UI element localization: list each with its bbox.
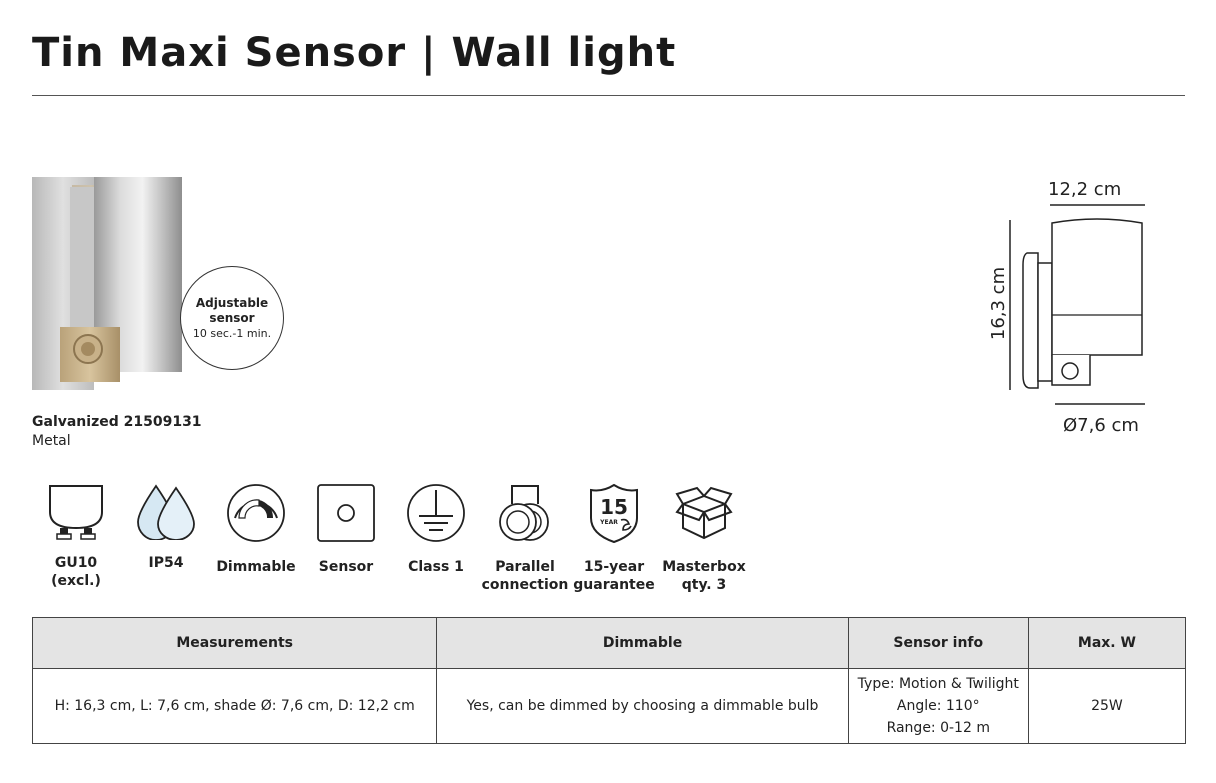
sensor-angle: Angle: 110° <box>896 698 980 714</box>
feature-label: Dimmable <box>216 559 296 575</box>
badge-line-1: Adjustable <box>195 295 269 310</box>
diameter-label: Ø7,6 cm <box>1063 415 1139 436</box>
sensor-type: Type: Motion & Twilight <box>857 676 1019 692</box>
sensor-range: Range: 0-12 m <box>886 720 990 736</box>
water-drops-icon <box>134 482 198 540</box>
cell-dimmable: Yes, can be dimmed by choosing a dimmable bulb <box>437 669 848 744</box>
table-header-row <box>33 618 1186 669</box>
feature-sensor <box>301 482 391 576</box>
dimmer-icon <box>225 482 287 544</box>
spec-table <box>32 617 1186 744</box>
dimension-drawing <box>980 175 1180 440</box>
height-label: 16,3 cm <box>988 266 1010 341</box>
guarantee-number: 15 <box>600 495 628 519</box>
feature-label: Class 1 <box>408 559 464 575</box>
feature-dimmable <box>211 482 301 576</box>
feature-label: Parallel <box>495 559 555 575</box>
cell-measurements: H: 16,3 cm, L: 7,6 cm, shade Ø: 7,6 cm, D: 12,2 cm <box>33 669 437 744</box>
cell-max-w: 25W <box>1028 669 1185 744</box>
title-divider <box>32 95 1185 96</box>
feature-label: Sensor <box>318 559 374 575</box>
feature-ip54 <box>121 482 211 572</box>
feature-sublabel: (excl.) <box>51 573 101 589</box>
feature-sublabel: qty. 3 <box>681 577 727 593</box>
feature-sublabel: guarantee <box>573 577 655 593</box>
feature-label: 15-year <box>583 559 645 575</box>
cell-sensor-info <box>848 669 1028 744</box>
variant-name: Galvanized 21509131 <box>32 414 202 430</box>
feature-label: Masterbox <box>662 559 746 575</box>
adjustable-sensor-badge <box>180 266 284 370</box>
guarantee-word: YEAR <box>600 519 618 526</box>
sensor-icon <box>315 482 377 544</box>
feature-label: IP54 <box>148 555 184 571</box>
ground-icon <box>405 482 467 544</box>
box-icon <box>673 482 735 544</box>
variant-info <box>32 413 202 451</box>
badge-line-2: sensor <box>209 310 255 325</box>
product-photo <box>32 177 182 392</box>
width-label: 12,2 cm <box>1048 179 1122 200</box>
feature-guarantee <box>569 482 659 594</box>
header-sensor-info: Sensor info <box>848 618 1028 669</box>
header-dimmable: Dimmable <box>437 618 848 669</box>
feature-label: GU10 <box>54 555 98 571</box>
page-title: Tin Maxi Sensor | Wall light <box>32 30 677 76</box>
feature-parallel-connection <box>480 482 570 594</box>
guarantee-shield-icon <box>583 482 645 544</box>
table-row <box>33 669 1186 744</box>
feature-gu10 <box>31 482 121 590</box>
badge-line-3: 10 sec.-1 min. <box>192 326 272 340</box>
feature-class1 <box>391 482 481 576</box>
feature-masterbox <box>659 482 749 594</box>
header-max-w: Max. W <box>1028 618 1185 669</box>
variant-material: Metal <box>32 433 71 449</box>
bulb-icon <box>46 482 106 540</box>
parallel-connection-icon <box>494 482 556 544</box>
dimension-lines <box>980 175 1180 440</box>
header-measurements: Measurements <box>33 618 437 669</box>
feature-sublabel: connection <box>481 577 569 593</box>
